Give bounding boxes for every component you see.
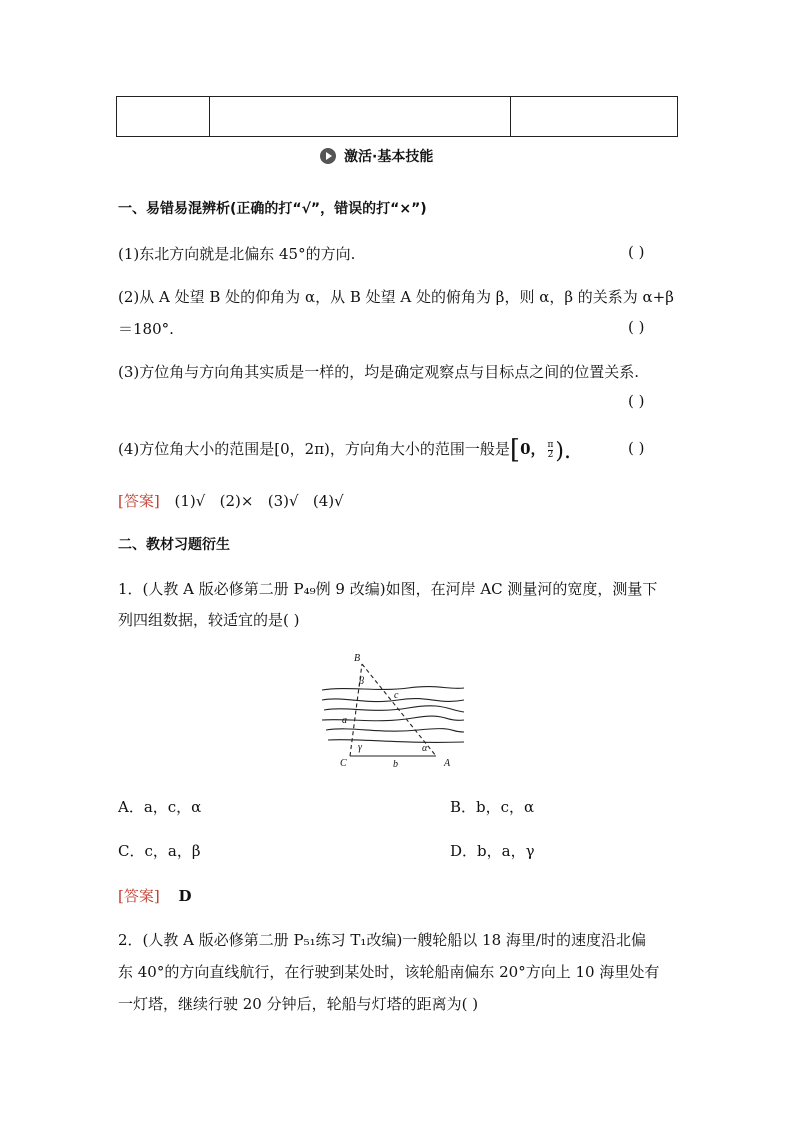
q1-option-a: A．a，c，α (118, 798, 202, 816)
riverbank-line-1 (322, 687, 464, 690)
label-c: c (394, 690, 399, 701)
play-icon (320, 148, 336, 164)
q1-answer-text: D (178, 887, 192, 905)
q2-line2: 东 40°的方向直线航行，在行驶到某处时，该轮船南偏东 20°方向上 10 海里处有 (118, 963, 660, 981)
item-4-fraction (548, 441, 554, 460)
q1-option-d: D．b，a，γ (450, 842, 535, 860)
section-heading (320, 146, 433, 166)
label-C: C (340, 758, 347, 769)
answer-text: (1)√ (2)× (3)√ (4)√ (174, 492, 344, 510)
part2-heading: 二、教材习题衍生 (118, 537, 230, 553)
riverbank-line-3 (324, 706, 464, 712)
item-2-line2: ＝180°. (118, 320, 174, 338)
item-4-text: (4)方位角大小的范围是[0，2π)，方向角大小的范围一般是 (118, 440, 510, 458)
item-4 (118, 435, 571, 465)
q1-answer-label: [答案] (118, 887, 160, 905)
label-b: b (393, 759, 398, 770)
section-title: 激活·基本技能 (344, 149, 434, 165)
item-4-interval-close: ). (555, 439, 571, 464)
q1-option-c: C．c，a，β (118, 842, 201, 860)
item-1-paren: ( ) (628, 243, 645, 261)
answer-label: [答案] (118, 492, 160, 510)
item-1: (1)东北方向就是北偏东 45°的方向. (118, 245, 356, 263)
riverbank-line-2 (322, 699, 464, 702)
label-A: A (444, 758, 451, 769)
q2-line3: 一灯塔，继续行驶 20 分钟后，轮船与灯塔的距离为( ) (118, 995, 479, 1013)
riverbank-line-5 (326, 729, 464, 732)
header-cell-left (117, 97, 210, 137)
q1-line2: 列四组数据，较适宜的是( ) (118, 611, 300, 629)
riverbank-line-6 (328, 740, 464, 743)
q2-line1: 2．(人教 A 版必修第二册 P₅₁练习 T₁改编)一艘轮船以 18 海里/时的速度沿北偏 (118, 931, 646, 949)
label-alpha: α (422, 743, 428, 754)
label-beta: β (359, 676, 364, 687)
label-B: B (354, 653, 361, 664)
q1-answer (118, 885, 192, 906)
fraction-numerator: π (547, 439, 554, 450)
item-4-interval-open: [ (509, 435, 521, 465)
item-3-line1: (3)方位角与方向角其实质是一样的，均是确定观察点与目标点之间的位置关系. (118, 363, 640, 381)
header-cell-right (511, 97, 678, 137)
header-table (116, 96, 678, 137)
item-2-paren: ( ) (628, 318, 645, 336)
label-a: a (342, 715, 347, 726)
item-3-paren: ( ) (628, 392, 645, 410)
label-gamma: γ (358, 742, 362, 753)
q1-option-b: B．b，c，α (450, 798, 535, 816)
q1-line1: 1．(人教 A 版必修第二册 P₄₉例 9 改编)如图，在河岸 AC 测量河的宽度，测量下 (118, 580, 658, 598)
header-cell-middle (210, 97, 511, 137)
item-2-line1: (2)从 A 处望 B 处的仰角为 α，从 B 处望 A 处的俯角为 β，则 α，β 的关系为 α+β (118, 288, 674, 306)
item-4-paren: ( ) (628, 439, 645, 457)
part1-answer (118, 490, 344, 511)
river-figure (318, 650, 468, 770)
part1-heading: 一、易错易混辨析(正确的打“√”，错误的打“×”) (118, 201, 427, 217)
item-4-interval-start: 0， (520, 440, 546, 458)
fraction-denominator: 2 (547, 449, 554, 460)
